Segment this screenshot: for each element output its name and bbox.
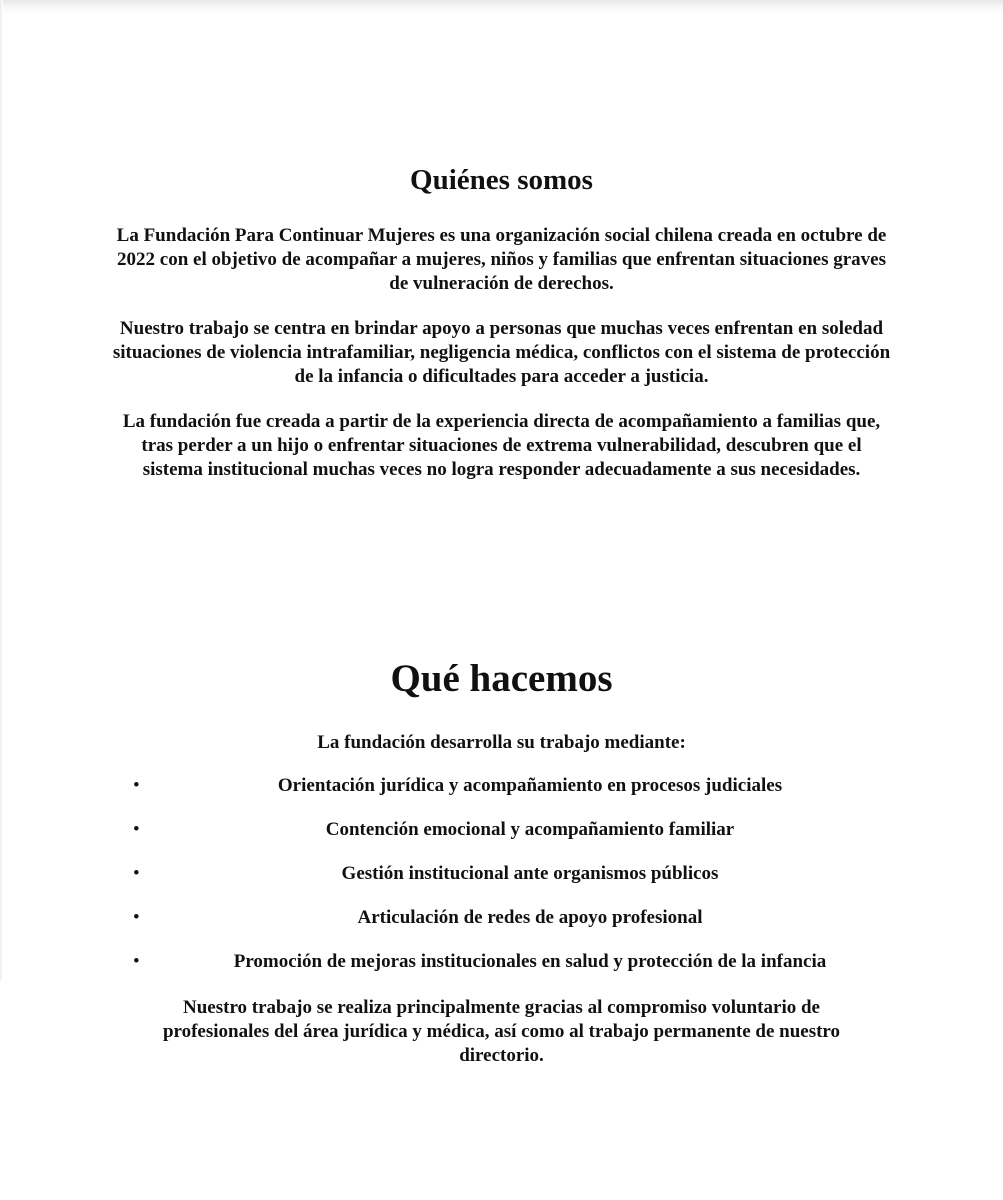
bullet-icon: • (133, 819, 140, 840)
list-item (0, 862, 1003, 906)
bullet-icon: • (133, 951, 140, 972)
top-edge-shadow (0, 0, 1003, 14)
list-item-text: Orientación jurídica y acompañamiento en procesos judiciales (277, 775, 783, 796)
list-item-text: Contención emocional y acompañamiento familiar (325, 819, 735, 840)
list-item-text: Articulación de redes de apoyo profesional (357, 907, 703, 928)
quienes-paragraph-1: La Fundación Para Continuar Mujeres es una organización social chilena creada en octubre de 2022 con el objetivo de acompañar a mujeres, niños y familias que enfrentan situaciones graves de vulneración de derechos. (116, 225, 887, 294)
que-hacemos-closing-paragraph: Nuestro trabajo se realiza principalmente gracias al compromiso voluntario de profesionales del área jurídica y médica, así como al trabajo permanente de nuestro directorio. (162, 997, 841, 1066)
list-item (0, 950, 1003, 994)
que-hacemos-intro: La fundación desarrolla su trabajo mediante: (317, 732, 686, 753)
list-item (0, 906, 1003, 950)
quienes-paragraph-2: Nuestro trabajo se centra en brindar apoyo a personas que muchas veces enfrentan en soledad situaciones de violencia intrafamiliar, negligencia médica, conflictos con el sistema de protección de la infancia o dificultades para acceder a justicia. (112, 318, 891, 387)
list-item-text: Gestión institucional ante organismos públicos (341, 863, 719, 884)
list-item (0, 818, 1003, 862)
services-list (0, 774, 1003, 994)
section-title-que-hacemos: Qué hacemos (390, 657, 613, 700)
bullet-icon: • (133, 907, 140, 928)
quienes-paragraph-3: La fundación fue creada a partir de la experiencia directa de acompañamiento a familias que, tras perder a un hijo o enfrentar situaciones de extrema vulnerabilidad, descubren que el sistema institucional muchas veces no logra responder adecuadamente a sus necesidades. (122, 411, 881, 480)
bullet-icon: • (133, 775, 140, 796)
bullet-icon: • (133, 863, 140, 884)
list-item (0, 774, 1003, 818)
list-item-text: Promoción de mejoras institucionales en salud y protección de la infancia (233, 951, 827, 972)
section-title-quienes-somos: Quiénes somos (410, 164, 593, 196)
